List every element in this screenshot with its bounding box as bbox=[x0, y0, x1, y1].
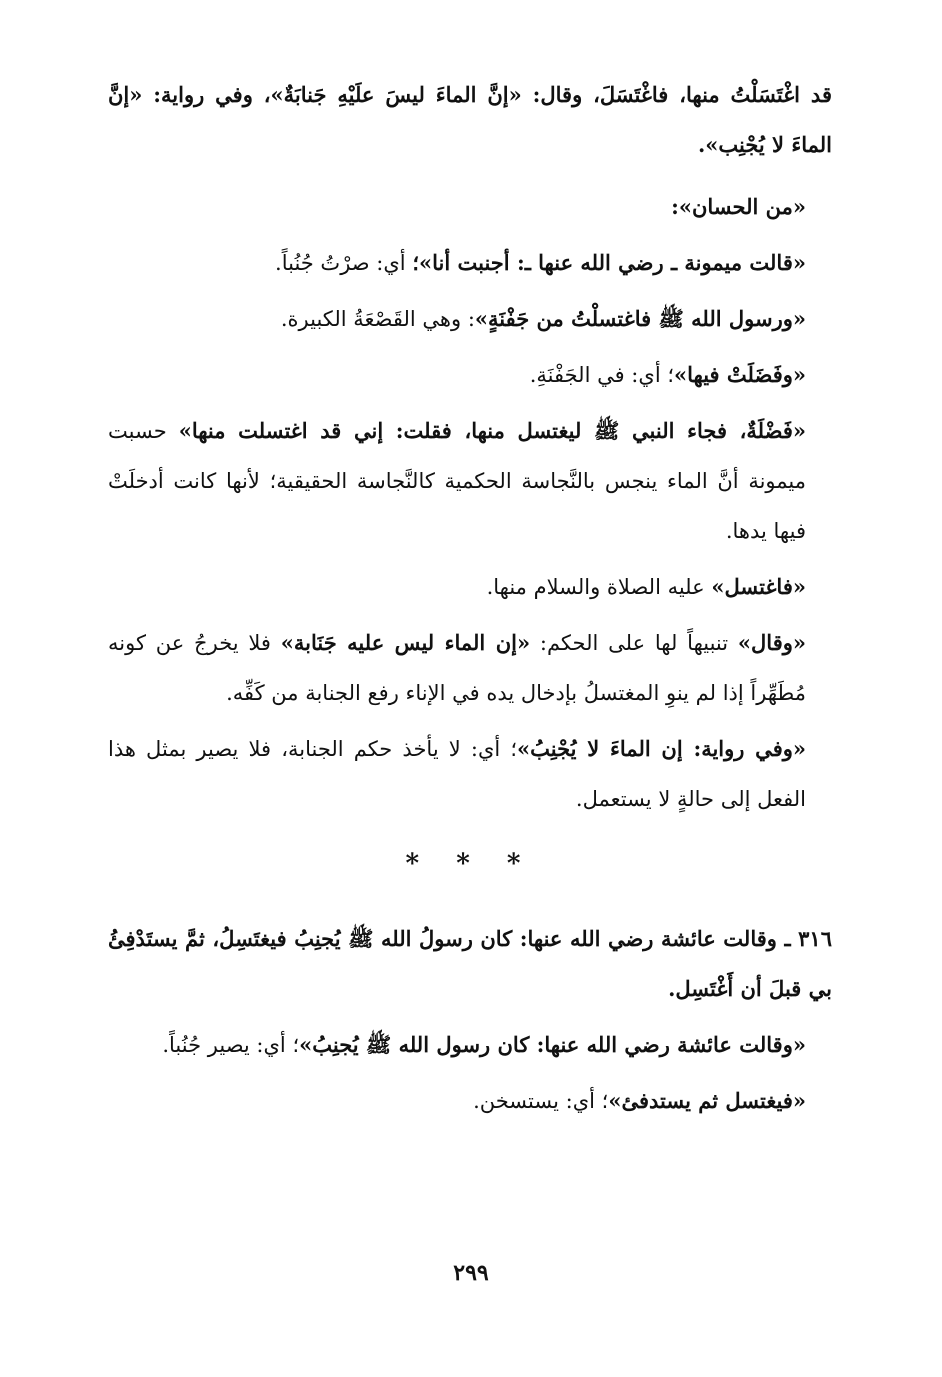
quote-text: «فَضْلَةٌ، فجاء النبي ﷺ ليغتسل منها، فقلت: إني قد اغتسلت منها» bbox=[178, 418, 806, 443]
quote-text: «وفي رواية: إن الماءَ لا يُجْنِبُ» bbox=[517, 736, 806, 761]
page-body bbox=[108, 70, 832, 1132]
quote-text: «وقالت عائشة رضي الله عنها: كان رسول الله ﷺ يُجنِبُ» bbox=[299, 1032, 806, 1057]
quote-text: «وفَضَلَتْ فيها» bbox=[674, 362, 806, 387]
commentary-text: حسبت ميمونة أنَّ الماء ينجس بالنَّجاسة الحكمية كالنَّجاسة الحقيقية؛ لأنها كانت أدخلَتْ فيها يدها. bbox=[108, 419, 806, 543]
commentary-text: عليه الصلاة والسلام منها. bbox=[486, 575, 712, 599]
commentary-text: ؛ أي: لا يأخذ حكم الجنابة، فلا يصير بمثل هذا الفعل إلى حالةٍ لا يستعمل. bbox=[108, 737, 806, 811]
paragraph-yastadfi bbox=[108, 1076, 832, 1126]
commentary-text: ؛ أي: يستسخن. bbox=[473, 1089, 609, 1113]
quote-text: «فيغتسل ثم يستدفئ» bbox=[608, 1088, 806, 1113]
paragraph-hadith-316 bbox=[108, 914, 832, 1014]
section-separator: * * * bbox=[405, 849, 535, 879]
paragraph-maymuna bbox=[108, 238, 832, 288]
hadith-text: ٣١٦ ـ وقالت عائشة رضي الله عنها: كان رسولُ الله ﷺ يُجنِبُ فيغتَسِلُ، ثمَّ يستَدْفِئُ بي قبلَ أن أَغْتَسِل. bbox=[108, 926, 832, 1001]
paragraph-text: قد اغْتَسَلْتُ منها، فاغْتَسَلَ، وقال: «إنَّ الماءَ ليسَ علَيْهِ جَنابَةٌ»، وفي رواية: «إنَّ الماءَ لا يُجْنِب». bbox=[108, 82, 832, 157]
commentary-text: ؛ أي: في الجَفْنَةِ. bbox=[529, 363, 675, 387]
quote-text: «وقال» bbox=[737, 630, 806, 655]
commentary-text: : وهي القَصْعَةُ الكبيرة. bbox=[280, 307, 475, 331]
paragraph-aisha bbox=[108, 1020, 832, 1070]
paragraph-fadalat bbox=[108, 350, 832, 400]
paragraph-fadla bbox=[108, 406, 832, 556]
commentary-text: تنبيهاً لها على الحكم: bbox=[530, 631, 738, 655]
section-heading: «من الحسان»: bbox=[671, 194, 806, 219]
quote-text: «ورسول الله ﷺ فاغتسلْتُ من جَفْنَةٍ» bbox=[474, 306, 806, 331]
quote-text: «قالت ميمونة ـ رضي الله عنها ـ: أجنبت أنا»؛ bbox=[412, 250, 806, 275]
paragraph-riwaya bbox=[108, 724, 832, 824]
paragraph-jafna bbox=[108, 294, 832, 344]
paragraph-ightasal bbox=[108, 562, 832, 612]
paragraph-qala bbox=[108, 618, 832, 718]
quote-text: «فاغتسل» bbox=[711, 574, 806, 599]
quote-text: «إن الماء ليس عليه جَنَابة» bbox=[280, 630, 531, 655]
paragraph-heading-hisan bbox=[108, 182, 832, 232]
commentary-text: أي: صرْتُ جُنُباً. bbox=[275, 251, 413, 275]
page-number: ٢٩٩ bbox=[453, 1260, 489, 1286]
commentary-text: ؛ أي: يصير جُنُباً. bbox=[162, 1033, 300, 1057]
commentary-text: فلا يخرجُ عن كونه مُطَهِّراً إذا لم ينوِ المغتسلُ بإدخال يده في الإناء رفع الجنابة من كَفِّه. bbox=[108, 631, 806, 705]
paragraph-intro bbox=[108, 70, 832, 170]
